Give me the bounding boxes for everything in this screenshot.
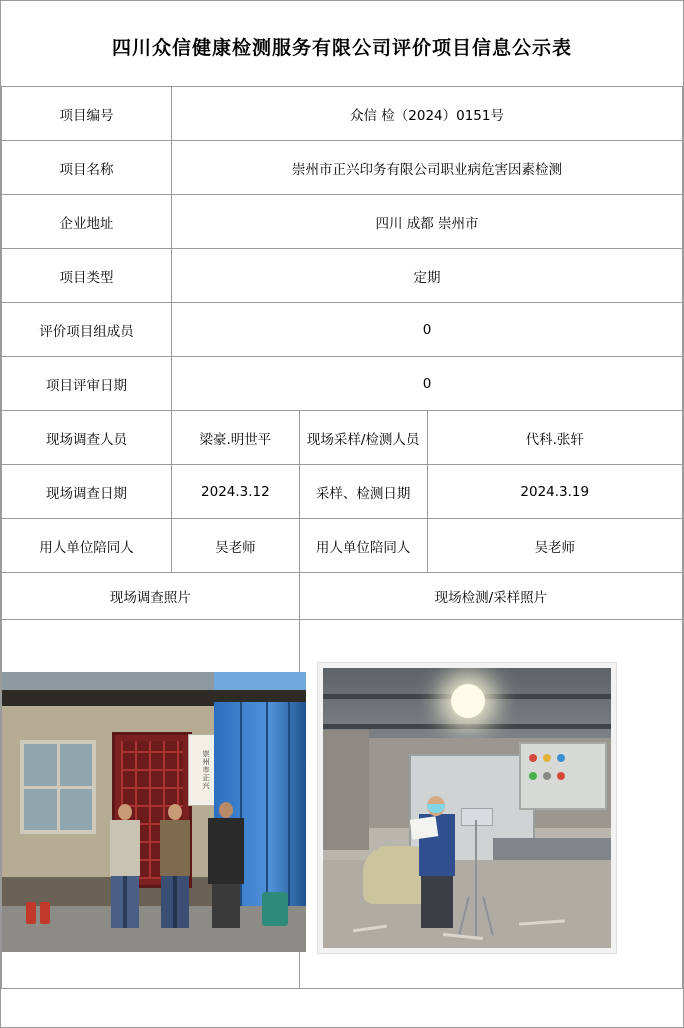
photo-survey-label: 现场调查照片 [2, 573, 300, 620]
workshop-lamp [451, 684, 485, 718]
photo-bin [262, 892, 288, 926]
company-address-label: 企业地址 [2, 195, 172, 249]
detect-photo [318, 663, 616, 953]
sampling-device-head [461, 808, 493, 826]
sampling-staff-value: 代科.张轩 [427, 411, 683, 465]
photo-person-head [168, 804, 182, 820]
panel-button [529, 772, 537, 780]
survey-photo [2, 672, 306, 952]
worker-paper [409, 816, 438, 839]
team-members-label: 评价项目组成员 [2, 303, 172, 357]
sampling-staff-label: 现场采样/检测人员 [299, 411, 427, 465]
photo-person-legs [111, 876, 139, 928]
control-panel [519, 742, 607, 810]
survey-date-label: 现场调查日期 [2, 465, 172, 519]
photo-extinguisher [40, 902, 50, 924]
table-row [2, 465, 683, 519]
table-row [2, 141, 683, 195]
sampling-date-label: 采样、检测日期 [299, 465, 427, 519]
project-code-value: 众信 检（2024）0151号 [172, 87, 683, 141]
photo-detect-label: 现场检测/采样照片 [299, 573, 682, 620]
table-row [2, 87, 683, 141]
photo-panel-seam [288, 702, 290, 928]
info-table [1, 86, 683, 989]
photo-person [160, 804, 190, 928]
project-name-label: 项目名称 [2, 141, 172, 195]
table-row [2, 573, 683, 620]
table-row [2, 620, 683, 989]
project-name-value: 崇州市正兴印务有限公司职业病危害因素检测 [172, 141, 683, 195]
photo-person-legs [161, 876, 189, 928]
photo-person-head [118, 804, 132, 820]
sampling-date-value: 2024.3.19 [427, 465, 683, 519]
worker-legs [421, 874, 453, 928]
accompany-value-right: 吴老师 [427, 519, 683, 573]
project-type-value: 定期 [172, 249, 683, 303]
panel-button [543, 772, 551, 780]
workshop-beam [323, 724, 611, 729]
page-title: 四川众信健康检测服务有限公司评价项目信息公示表 [111, 37, 572, 59]
photo-person-legs [212, 884, 240, 928]
photo-signboard: 崇州市正兴 [188, 734, 224, 806]
photo-window [20, 740, 96, 834]
project-code-label: 项目编号 [2, 87, 172, 141]
photo-person-body [208, 818, 244, 884]
table-row [2, 249, 683, 303]
panel-button [529, 754, 537, 762]
photo-person [208, 802, 244, 928]
table-row [2, 519, 683, 573]
photo-person [110, 804, 140, 928]
review-date-label: 项目评审日期 [2, 357, 172, 411]
photo-detect-cell [299, 620, 682, 989]
table-row [2, 195, 683, 249]
photo-window-bar-h [24, 786, 92, 789]
table-row [2, 303, 683, 357]
accompany-label-left: 用人单位陪同人 [2, 519, 172, 573]
accompany-label-right: 用人单位陪同人 [299, 519, 427, 573]
tripod-leg [475, 896, 477, 936]
photo-person-body [110, 820, 140, 876]
workshop-left-wall [323, 730, 369, 850]
survey-staff-label: 现场调查人员 [2, 411, 172, 465]
project-type-label: 项目类型 [2, 249, 172, 303]
table-row [2, 357, 683, 411]
review-date-value: 0 [172, 357, 683, 411]
panel-button [543, 754, 551, 762]
team-members-value: 0 [172, 303, 683, 357]
table-row [2, 411, 683, 465]
panel-button [557, 772, 565, 780]
panel-button [557, 754, 565, 762]
company-address-value: 四川 成都 崇州市 [172, 195, 683, 249]
tripod-pole [475, 820, 477, 898]
photo-person-body [160, 820, 190, 876]
photo-extinguisher [26, 902, 36, 924]
survey-date-value: 2024.3.12 [172, 465, 300, 519]
survey-staff-value: 梁豪.明世平 [172, 411, 300, 465]
photo-person-head [219, 802, 233, 818]
photo-survey-cell [2, 620, 300, 989]
accompany-value-left: 吴老师 [172, 519, 300, 573]
